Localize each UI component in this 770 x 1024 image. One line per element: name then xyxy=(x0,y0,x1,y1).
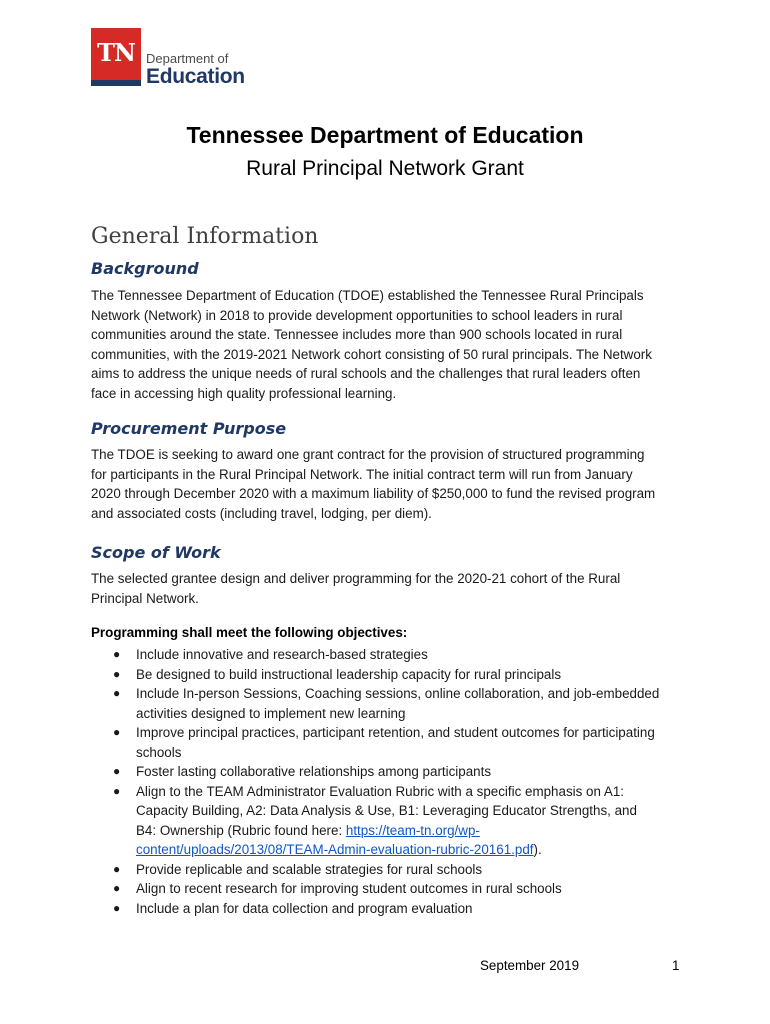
document-title: Tennessee Department of Education xyxy=(186,122,584,148)
list-item: ● Include innovative and research-based strategies xyxy=(91,645,691,665)
background-heading: Background xyxy=(91,259,199,278)
paragraph-line: 2020 through December 2020 with a maximum liability of $250,000 to fund the revised program xyxy=(91,486,656,501)
scope-of-work-heading: Scope of Work xyxy=(91,543,221,562)
procurement-paragraph xyxy=(91,445,681,523)
paragraph-line: communities around the state. Tennessee includes more than 900 schools located in rural xyxy=(91,327,623,342)
list-item: ● Include In-person Sessions, Coaching sessions, online collaboration, and job-embedded activities designed to implement new learning xyxy=(113,686,660,721)
paragraph-line: The TDOE is seeking to award one grant contract for the provision of structured programming xyxy=(91,447,645,462)
badge-bar xyxy=(91,80,141,86)
rubric-line: content/uploads/2013/08/TEAM-Admin-evaluation-rubric-20161.pdf). xyxy=(136,842,542,857)
paragraph-line: Network (Network) in 2018 to provide development opportunities to school leaders in rural xyxy=(91,307,623,323)
list-item: ● Be designed to build instructional leadership capacity for rural principals xyxy=(91,665,691,685)
objectives-heading: Programming shall meet the following objectives: xyxy=(91,625,408,640)
bullet-icon: ● xyxy=(113,783,121,798)
paragraph-line: face in accessing high quality professional learning. xyxy=(91,385,397,401)
list-item: ● Improve principal practices, participant retention, and student outcomes for participating schools xyxy=(113,725,655,760)
bullet-icon: ● xyxy=(113,647,121,661)
procurement-purpose-heading: Procurement Purpose xyxy=(91,419,287,438)
scope-paragraph xyxy=(91,569,681,608)
paragraph-line: The Tennessee Department of Education (TDOE) established the Tennessee Rural Principals xyxy=(91,288,644,303)
logo-wordmark xyxy=(146,52,245,88)
page-number: 1 xyxy=(672,958,680,973)
background-paragraph xyxy=(91,286,681,403)
general-information-heading: General Information xyxy=(91,224,319,249)
bullet-icon: ● xyxy=(113,861,121,876)
paragraph-line: Principal Network. xyxy=(91,590,199,606)
paragraph-line: for participants in the Rural Principal Network. The initial contract term will run from January xyxy=(91,466,633,482)
objectives-list xyxy=(91,645,691,918)
bullet-icon: ● xyxy=(113,764,121,778)
list-item: ● Align to the TEAM Administrator Evaluation Rubric with a specific emphasis on A1: Capacity Building, A2: Data Analysis & Use, B1: Leveraging Educator Strengths, and B4: Ownership (Rubric found here: https://team-tn.org/wp- content/uploads/2013/08/TEAM-Admin-evaluation-rubric-20161.pdf). xyxy=(91,782,691,860)
list-item: ● Align to recent research for improving student outcomes in rural schools xyxy=(91,879,691,899)
tn-badge-text: TN xyxy=(97,38,135,67)
footer-date: September 2019 xyxy=(480,958,580,973)
paragraph-line: The selected grantee design and deliver programming for the 2020-21 cohort of the Rural xyxy=(91,571,621,586)
bullet-icon: ● xyxy=(113,666,121,681)
paragraph-line: and associated costs (including travel, lodging, per diem). xyxy=(91,505,432,521)
bullet-icon: ● xyxy=(113,900,121,915)
bullet-icon: ● xyxy=(113,881,121,895)
rubric-link[interactable]: https://team-tn.org/wp- xyxy=(345,822,480,838)
bullet-icon: ● xyxy=(113,686,121,700)
list-item: ● Foster lasting collaborative relationships among participants xyxy=(91,762,691,782)
bullet-icon: ● xyxy=(113,725,121,739)
tn-badge xyxy=(91,28,141,86)
paragraph-line: communities, with the 2019-2021 Network cohort consisting of 50 rural principals. The Network xyxy=(91,346,652,362)
document-subtitle: Rural Principal Network Grant xyxy=(246,157,524,180)
list-item: ● Include a plan for data collection and program evaluation xyxy=(91,899,691,919)
logo-dept-text: Department of xyxy=(146,51,229,66)
rubric-link-continued[interactable]: content/uploads/2013/08/TEAM-Admin-evaluation-rubric-20161.pdf xyxy=(136,842,534,857)
list-item: ● Provide replicable and scalable strategies for rural schools xyxy=(91,860,691,880)
rubric-line: B4: Ownership (Rubric found here: https://team-tn.org/wp- xyxy=(136,822,480,838)
paragraph-line: aims to address the unique needs of rural schools and the challenges that rural leaders often xyxy=(91,366,641,381)
logo-edu-text: Education xyxy=(146,65,245,88)
tn-education-logo xyxy=(91,28,245,88)
